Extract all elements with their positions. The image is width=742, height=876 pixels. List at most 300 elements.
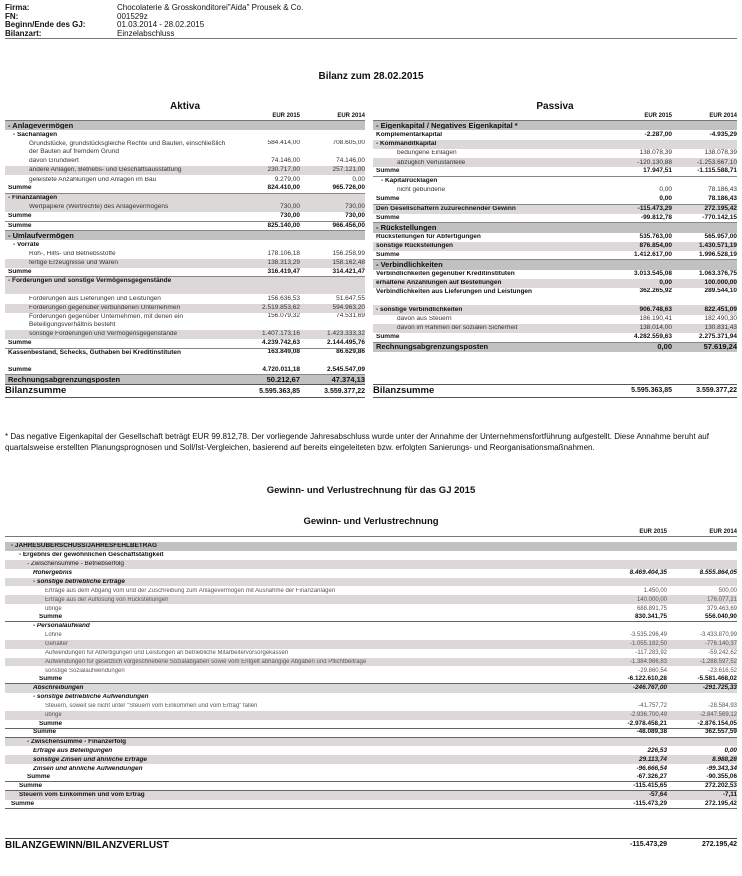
income-row-label: Zinsen und ähnliche Aufwendungen — [33, 765, 143, 772]
passiva-row-label: Den Gesellschaftern zuzurechnender Gewinn — [376, 206, 516, 213]
aktiva-row-2015: 1.407.173,16 — [262, 330, 300, 338]
aktiva-row-2014: 730,00 — [345, 203, 365, 211]
income-row — [5, 773, 737, 782]
aktiva-row — [5, 250, 365, 259]
income-row-label: Summe — [39, 676, 63, 683]
aktiva-row-label: - Umlaufvermögen — [8, 231, 74, 240]
aktiva-row-2015: 4.239.742,63 — [262, 339, 300, 347]
passiva-row — [373, 195, 737, 204]
income-row-2014: -776.140,37 — [704, 641, 737, 648]
final-result-2015: -115.473,29 — [630, 841, 667, 848]
income-row-2015: -67.326,27 — [636, 772, 667, 780]
aktiva-row — [5, 194, 365, 203]
income-row — [5, 666, 737, 675]
aktiva-row-2014: 47.374,13 — [331, 374, 365, 384]
passiva-row-label: Summe — [376, 196, 400, 203]
aktiva-row-label: Forderungen gegenüber verbundenen Unternehmen — [29, 305, 181, 312]
income-row — [5, 729, 737, 738]
col-2014: EUR 2014 — [709, 113, 737, 119]
aktiva-row — [5, 330, 365, 339]
aktiva-row — [5, 231, 365, 240]
aktiva-title: Aktiva — [169, 101, 200, 112]
aktiva-row — [5, 184, 365, 193]
aktiva-row-label: - Forderungen und sonstige Vermögensgegenstände — [8, 277, 172, 285]
passiva-row-label: Rechnungsabgrenzungsposten — [376, 343, 489, 351]
passiva-row-2014: -4.935,29 — [709, 130, 737, 138]
aktiva-row-2015: 824.410,00 — [267, 184, 300, 192]
income-row-2015: 8.469.404,35 — [629, 568, 667, 576]
passiva-row-label: bedungene Einlagen — [397, 150, 457, 157]
aktiva-row-label: davon Grundwert — [29, 157, 79, 164]
income-row-label: - JAHRESÜBERSCHUSS/JAHRESFEHLBETRAG — [11, 543, 157, 550]
income-row-2015: -2.978.458,21 — [627, 719, 667, 727]
aktiva-row-label: - Sachanlagen — [13, 131, 58, 138]
aktiva-row — [5, 166, 365, 175]
passiva-row-label: sonstige Rückstellungen — [376, 243, 453, 250]
aktiva-row-2014: 1.423.333,32 — [327, 330, 365, 338]
passiva-row — [373, 324, 737, 333]
aktiva-row-2015: 178.106,18 — [267, 249, 300, 257]
income-row-2015: 140.000,00 — [636, 596, 667, 603]
aktiva-row-2015: 730,00 — [280, 212, 300, 220]
income-row-label: Löhne — [45, 632, 62, 639]
passiva-row-2015: 138.078,39 — [639, 149, 672, 157]
passiva-row — [373, 130, 737, 139]
income-row-label: übrige — [45, 605, 62, 612]
income-row-2015: 688.891,75 — [636, 605, 667, 612]
aktiva-row — [5, 294, 365, 303]
passiva-row-2014: 565.957,00 — [704, 232, 737, 240]
passiva-row-2014: 138.078,39 — [704, 149, 737, 157]
header-label: Bilanzart: — [5, 29, 42, 39]
income-row-2014: -59.242,62 — [708, 650, 737, 657]
passiva-row-2014: 2.275.371,94 — [699, 333, 737, 341]
passiva-row-2014: -770.142,15 — [702, 213, 737, 221]
aktiva-row-2014: 594.963,20 — [332, 304, 365, 312]
aktiva-row-2015: 2.519.853,62 — [262, 304, 300, 312]
aktiva-row-label: andere Anlagen, Betriebs- und Geschäftsausstattung — [29, 167, 182, 174]
income-row-2015: -2.936.700,49 — [629, 712, 667, 719]
income-row — [5, 782, 737, 791]
passiva-row-2015: 186.190,41 — [639, 315, 672, 323]
income-statement-table — [5, 542, 737, 809]
passiva-row — [373, 223, 737, 232]
income-row — [5, 675, 737, 684]
aktiva-row — [5, 259, 365, 268]
aktiva-row-2015: 156.079,32 — [267, 313, 300, 320]
passiva-row — [373, 149, 737, 158]
passiva-row-2014: 1.996.528,19 — [699, 251, 737, 259]
passiva-row-2015: 0,00 — [657, 342, 672, 352]
aktiva-row-2014: 0,00 — [352, 175, 365, 183]
col-2014: EUR 2014 — [709, 529, 737, 535]
passiva-row-label: Verbindlichkeiten gegenüber Kreditinstituten — [376, 271, 515, 278]
passiva-title: Passiva — [536, 101, 574, 112]
income-row-label: Erträge aus der Auflösung von Rückstellungen — [45, 596, 169, 603]
passiva-row-2015: 906.748,63 — [639, 305, 672, 313]
passiva-row-2015: -99.812,78 — [640, 213, 672, 221]
header-row — [5, 21, 737, 30]
income-row-label: Summe — [27, 773, 51, 780]
income-row-label: Gehälter — [45, 641, 69, 648]
aktiva-row-label: Summe — [8, 340, 32, 347]
passiva-row-2014: 289.544,10 — [704, 288, 737, 295]
passiva-row-2014: 272.195,42 — [704, 205, 737, 213]
passiva-row-2015: 0,00 — [659, 279, 672, 287]
company-header — [5, 4, 737, 39]
income-row — [5, 764, 737, 773]
passiva-row — [373, 233, 737, 242]
passiva-row-label: - Kommanditkapital — [376, 140, 437, 147]
income-row-label: - sonstige betriebliche Aufwendungen — [33, 694, 149, 701]
income-row-label: Aufwendungen für Abfertigungen und Leistungen an betriebliche Mitarbeitervorsorgekassen — [45, 650, 289, 657]
passiva-row — [373, 279, 737, 288]
aktiva-row-2014: 730,00 — [345, 212, 365, 220]
passiva-row — [373, 288, 737, 305]
equity-footnote: * Das negative Eigenkapital der Gesellschaft beträgt EUR 99.812,78. Der vorliegende Jahresabschluss wurde unter der Annahme der Unternehmensfortführung aufgestellt. Diese Annahme beruht auf quartalsweise erstellten Planungsprognosen und Soll/Ist-Vergleichen, basierend auf bereits eingeleiteten bzw. erfolgten Sanierungs- und Reorganisationsmaßnahmen. — [5, 432, 709, 452]
income-row-label: übrige — [45, 712, 62, 719]
income-row-2014: -1.288.597,52 — [699, 659, 737, 666]
aktiva-row-label: Roh-, Hilfs- und Betriebsstoffe — [29, 250, 116, 257]
income-row-2015: -6.122.610,28 — [627, 675, 667, 683]
income-row-2014: -28.584,93 — [708, 703, 737, 710]
income-row-2014: 379.463,69 — [706, 605, 737, 612]
aktiva-row — [5, 304, 365, 313]
income-row-label: Summe — [11, 800, 35, 807]
aktiva-row-2014: 74.531,69 — [336, 313, 365, 320]
passiva-row-label: davon im Rahmen der sozialen Sicherheit — [397, 325, 518, 332]
aktiva-row — [5, 212, 365, 221]
income-row-label: Steuern vom Einkommen und vom Ertrag — [19, 792, 145, 799]
passiva-row-label: - Rückstellungen — [376, 224, 437, 232]
passiva-row-2015: 876.854,00 — [639, 242, 672, 250]
income-row-2014: -3.433.870,99 — [699, 632, 737, 639]
income-row-label: Rohergebnis — [33, 569, 73, 576]
aktiva-row-2015: 50.212,67 — [266, 374, 300, 384]
aktiva-row-2015: 730,00 — [280, 203, 300, 211]
passiva-row-label: abzüglich Verlustanteile — [397, 159, 466, 166]
income-row-2014: -99.343,34 — [706, 764, 737, 772]
income-row-label: Summe — [33, 729, 57, 736]
balance-sheet-title: Bilanz zum 28.02.2015 — [318, 71, 424, 82]
passiva-row — [373, 177, 737, 186]
passiva-total-row: Bilanzsumme 5.595.363,85 3.559.377,22 — [373, 384, 737, 398]
income-row-2014: -2.847.569,12 — [699, 712, 737, 719]
aktiva-row-label: Summe — [8, 213, 32, 220]
passiva-row-2015: 17.947,51 — [643, 167, 672, 175]
passiva-row-2015: -115.473,29 — [637, 205, 672, 213]
income-row-2014: -90.355,06 — [706, 772, 737, 780]
aktiva-row — [5, 366, 365, 375]
aktiva-row-2014: 708.605,00 — [332, 139, 365, 146]
passiva-row-2014: 822.451,09 — [704, 305, 737, 313]
aktiva-row-2014: 965.726,00 — [332, 184, 365, 192]
passiva-row-2014: 1.430.571,19 — [699, 242, 737, 250]
income-row-2014: 556.040,90 — [705, 612, 737, 620]
final-result-2014: 272.195,42 — [701, 841, 737, 848]
income-row-2014: -2.876.154,05 — [697, 719, 737, 727]
aktiva-row-label: Kassenbestand, Schecks, Guthaben bei Kreditinstituten — [8, 348, 182, 356]
income-row-label: - Ergebnis der gewöhnlichen Geschäftstätigkeit — [19, 552, 164, 559]
income-row-label: - Personalaufwand — [33, 623, 90, 630]
aktiva-column-headers — [5, 112, 365, 121]
aktiva-row — [5, 240, 365, 249]
passiva-row-label: Summe — [376, 168, 400, 175]
income-row — [5, 622, 737, 631]
aktiva-row — [5, 268, 365, 277]
aktiva-row-2015: 138.313,29 — [267, 259, 300, 267]
income-row-2015: -96.666,54 — [636, 764, 667, 772]
aktiva-row-label: Rechnungsabgrenzungsposten — [8, 375, 121, 384]
aktiva-row-2014: 314.421,47 — [332, 268, 365, 276]
passiva-row-label: Rückstellungen für Abfertigungen — [376, 233, 481, 240]
passiva-row-2015: 535.763,00 — [639, 232, 672, 240]
passiva-row-label: davon aus Steuern — [397, 316, 452, 323]
passiva-row — [373, 315, 737, 324]
passiva-row-2014: 78.186,43 — [708, 186, 737, 194]
income-row-2015: -3.535.296,49 — [629, 632, 667, 639]
passiva-column-headers — [373, 112, 737, 121]
income-row-2014: 176.077,21 — [706, 596, 737, 603]
aktiva-row-2014: 158.162,48 — [332, 259, 365, 267]
income-row — [5, 738, 737, 747]
passiva-row-label: Summe — [376, 214, 400, 221]
aktiva-row — [5, 313, 365, 330]
income-row — [5, 631, 737, 640]
income-statement-subtitle: Gewinn- und Verlustrechnung — [303, 516, 439, 527]
passiva-row-2015: 1.412.617,00 — [634, 251, 672, 259]
income-row-2015: -1.055.182,50 — [629, 641, 667, 648]
income-row-2015: -48.089,38 — [636, 728, 667, 736]
passiva-row — [373, 167, 737, 176]
passiva-row — [373, 140, 737, 149]
passiva-row-2015: 4.282.559,63 — [634, 333, 672, 341]
aktiva-row-2015: 156.636,53 — [267, 294, 300, 302]
income-row — [5, 702, 737, 711]
income-row — [5, 613, 737, 622]
passiva-row — [373, 121, 737, 130]
passiva-row-2014: -1.115.588,71 — [697, 167, 737, 175]
passiva-row — [373, 205, 737, 214]
aktiva-row-label: Forderungen aus Lieferungen und Leistungen — [29, 295, 161, 302]
passiva-row-label: - Eigenkapital / Negatives Eigenkapital * — [376, 121, 518, 130]
income-row-2014: -5.581.468,02 — [697, 675, 737, 683]
aktiva-row-2015: 316.419,47 — [267, 268, 300, 276]
passiva-row-label: erhaltene Anzahlungen auf Bestellungen — [376, 280, 502, 287]
passiva-row — [373, 260, 737, 269]
income-row-2015: -115.415,65 — [633, 781, 667, 789]
aktiva-row-2015: 9.279,00 — [274, 175, 300, 183]
passiva-row-label: - Verbindlichkeiten — [376, 261, 443, 269]
income-row — [5, 684, 737, 693]
income-row-2014: 272.195,42 — [705, 799, 737, 807]
income-row — [5, 746, 737, 755]
income-row-label: sonstige Zinsen und ähnliche Erträge — [33, 756, 147, 763]
passiva-row — [373, 186, 737, 195]
income-column-headers — [5, 528, 737, 537]
income-row-label: sonstige Sozialaufwendungen — [45, 667, 125, 674]
aktiva-row-2014: 2.144.495,76 — [327, 339, 365, 347]
passiva-row-2015: 138.014,00 — [639, 324, 672, 332]
col-2015: EUR 2015 — [644, 113, 672, 119]
aktiva-row-label: Grundstücke, grundstücksgleiche Rechte und Bauten, einschließlich der Bauten auf fremdem Grund — [29, 139, 226, 155]
passiva-row-2014: 57.619,24 — [703, 342, 737, 352]
income-row — [5, 658, 737, 667]
aktiva-row-label: Forderungen gegenüber Unternehmen, mit denen ein Beteiligungsverhältnis besteht — [29, 313, 183, 329]
header-row — [5, 30, 737, 39]
income-row-2014: -23.616,52 — [708, 667, 737, 674]
aktiva-row-2014: 51.647,55 — [336, 294, 365, 302]
passiva-row-2015: 362.265,92 — [639, 288, 672, 295]
aktiva-row — [5, 349, 365, 366]
income-row — [5, 720, 737, 729]
header-value: Einzelabschluss — [117, 29, 175, 39]
income-row-label: - Zwischensumme - Betriebserfolg — [27, 561, 124, 568]
aktiva-row-2014: 2.545.547,09 — [327, 365, 365, 373]
header-value: 001529z — [117, 11, 148, 21]
income-row-label: Aufwendungen für gesetzlich vorgeschriebene Sozialabgaben sowie vom Entgelt abhängige Abgaben und Pflichtbeiträge — [45, 659, 367, 666]
aktiva-row-2014: 257.121,00 — [332, 166, 365, 174]
aktiva-row-2015: 74.146,00 — [271, 156, 300, 164]
income-row-2015: -1.384.986,83 — [629, 659, 667, 666]
aktiva-row-2015: 163.849,08 — [267, 348, 300, 355]
income-row — [5, 693, 737, 702]
income-row-2014: 0,00 — [724, 746, 737, 754]
aktiva-row — [5, 157, 365, 166]
col-2014: EUR 2014 — [337, 113, 365, 119]
aktiva-row-2015: 584.414,00 — [267, 139, 300, 146]
passiva-row — [373, 214, 737, 223]
income-row-2014: 272.202,53 — [705, 781, 737, 789]
aktiva-row-label: - Anlagevermögen — [8, 121, 74, 130]
aktiva-row-label: Wertpapiere (Wertrechte) des Anlagevermögens — [29, 204, 169, 211]
passiva-row-label: Komplementärkapital — [376, 131, 443, 138]
income-row — [5, 640, 737, 649]
aktiva-row — [5, 140, 365, 157]
passiva-row-2015: -2.287,00 — [644, 130, 672, 138]
income-row-label: Erträge aus dem Abgang vom und der Zuschreibung zum Anlagevermögen mit Ausnahme der Finanzanlagen — [45, 587, 336, 594]
aktiva-row — [5, 203, 365, 212]
passiva-row — [373, 343, 737, 352]
income-row-label: Summe — [19, 782, 43, 789]
aktiva-row-2014: 156.258,99 — [332, 249, 365, 257]
header-row — [5, 4, 737, 13]
aktiva-row-label: Summe — [8, 222, 32, 229]
income-row — [5, 595, 737, 604]
income-row-2014: 362.557,59 — [705, 728, 737, 736]
income-row-2015: -117.283,92 — [635, 650, 667, 657]
income-row-2015: -29.860,54 — [638, 667, 667, 674]
aktiva-row — [5, 375, 365, 384]
income-row — [5, 586, 737, 595]
income-row-2015: -41.757,72 — [638, 703, 667, 710]
income-row — [5, 551, 737, 560]
passiva-row — [373, 305, 737, 314]
passiva-row-2015: 0,00 — [659, 186, 672, 194]
income-row-label: - Zwischensumme - Finanzerfolg — [27, 738, 127, 745]
aktiva-row — [5, 339, 365, 348]
aktiva-row — [5, 130, 365, 139]
income-row — [5, 711, 737, 720]
passiva-row — [373, 333, 737, 342]
income-row — [5, 755, 737, 764]
passiva-row-2014: 78.186,43 — [708, 195, 737, 203]
income-row — [5, 649, 737, 658]
aktiva-row — [5, 121, 365, 130]
col-2015: EUR 2015 — [639, 529, 667, 535]
final-result-label: BILANZGEWINN/BILANZVERLUST — [5, 840, 169, 851]
income-statement-title: Gewinn- und Verlustrechnung für das GJ 2015 — [266, 485, 476, 496]
header-label: FN: — [5, 11, 19, 21]
aktiva-total-row: Bilanzsumme 5.595.363,85 3.559.377,22 — [5, 384, 365, 398]
income-row-2015: 29.113,74 — [639, 755, 667, 763]
income-row — [5, 560, 737, 569]
aktiva-row — [5, 222, 365, 231]
passiva-panel — [373, 101, 737, 398]
passiva-row-2015: 3.013.545,08 — [634, 270, 672, 278]
header-row — [5, 13, 737, 22]
aktiva-row-2014: 86.629,86 — [336, 348, 365, 355]
aktiva-row-label: - Finanzanlagen — [8, 195, 58, 202]
aktiva-row-2014: 74.146,00 — [336, 156, 365, 164]
aktiva-row-2014: 966.456,00 — [332, 221, 365, 229]
passiva-row-label: nicht gebundene — [397, 187, 446, 194]
header-value: Chocolaterie & Grosskonditorei"Aida" Prousek & Co. — [117, 3, 304, 13]
income-row-2014: -7,11 — [722, 791, 737, 799]
income-row-2015: -246.767,00 — [632, 684, 667, 692]
passiva-row — [373, 158, 737, 167]
passiva-row-2015: -120.130,88 — [637, 158, 672, 166]
income-row-2015: -57,64 — [648, 791, 667, 799]
passiva-row-label: - Kapitalrücklagen — [381, 178, 438, 185]
passiva-row-2014: -1.253.667,10 — [696, 158, 737, 166]
col-2015: EUR 2015 — [272, 113, 300, 119]
income-row-2015: 226,53 — [647, 746, 667, 754]
income-row-2014: -291.725,33 — [702, 684, 737, 692]
aktiva-row-label: Summe — [8, 366, 32, 373]
aktiva-row-2015: 230.717,00 — [267, 166, 300, 174]
aktiva-row-label: Summe — [8, 269, 32, 276]
income-row-label: Summe — [39, 720, 63, 727]
aktiva-panel — [5, 101, 365, 398]
income-row-2014: 8.555.864,05 — [699, 568, 737, 576]
header-value: 01.03.2014 - 28.02.2015 — [117, 20, 205, 30]
income-row-label: - sonstige betriebliche Erträge — [33, 578, 125, 585]
income-row-label: Summe — [39, 613, 63, 620]
header-label: Firma: — [5, 3, 30, 13]
income-row — [5, 542, 737, 551]
passiva-row-2014: 100.000,00 — [704, 279, 737, 287]
passiva-row-2015: 0,00 — [659, 195, 672, 203]
passiva-row-2014: 130.831,43 — [704, 324, 737, 332]
header-label: Beginn/Ende des GJ: — [5, 20, 86, 30]
aktiva-row-2015: 825.140,00 — [267, 221, 300, 229]
aktiva-row-label: - Vorräte — [13, 241, 40, 248]
income-row-2015: 830.341,75 — [635, 612, 667, 620]
passiva-row — [373, 270, 737, 279]
income-row — [5, 604, 737, 613]
income-row — [5, 569, 737, 578]
aktiva-row — [5, 175, 365, 184]
income-row-label: Steuern, soweit sie nicht unter "Steuern vom Einkommen und vom Ertrag" fallen — [45, 703, 258, 710]
income-row-2014: 500,00 — [718, 587, 737, 594]
income-row — [5, 578, 737, 587]
passiva-row — [373, 242, 737, 251]
passiva-row-label: Summe — [376, 252, 400, 259]
income-row-label: Abschreibungen — [33, 685, 84, 692]
passiva-row-label: Verbindlichkeiten aus Lieferungen und Leistungen — [376, 288, 533, 296]
passiva-row-label: Summe — [376, 334, 400, 341]
